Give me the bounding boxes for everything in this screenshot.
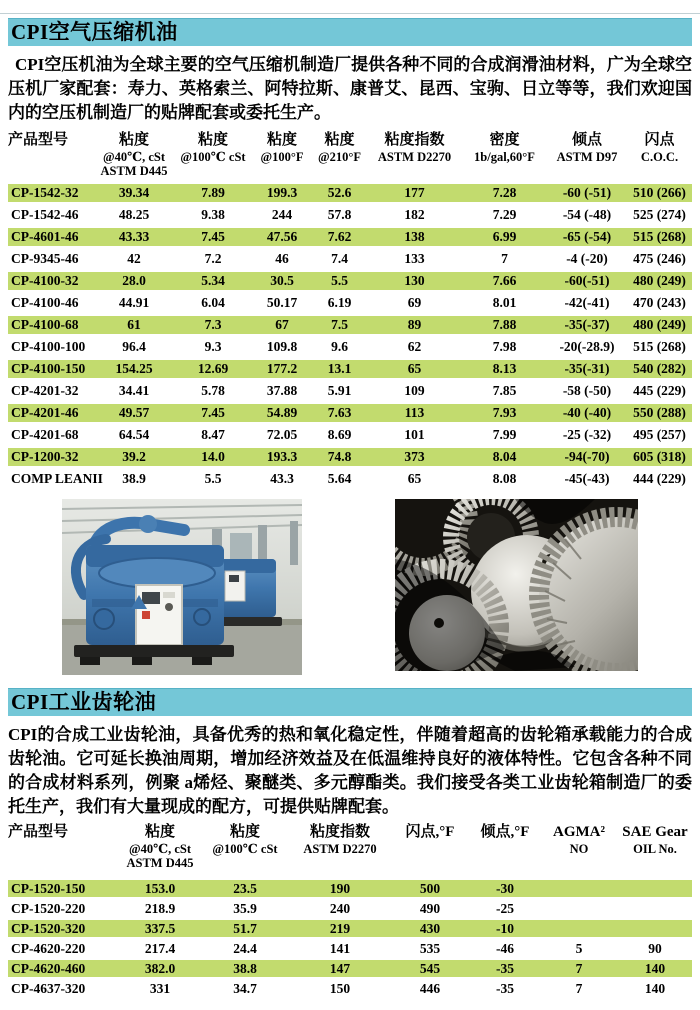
table-cell: 177.2 xyxy=(252,360,312,378)
table-cell: 101 xyxy=(404,427,425,442)
table-cell: 6.04 xyxy=(201,295,225,310)
table-cell: 43.3 xyxy=(270,471,294,486)
table-cell: CP-1520-320 xyxy=(8,920,120,937)
table-cell: 7.5 xyxy=(312,316,367,334)
col-header-density: 密度 1b/gal,60°F xyxy=(474,132,535,164)
table-cell xyxy=(618,900,692,917)
table-cell: -42(-41) xyxy=(564,295,610,310)
table-cell: 190 xyxy=(290,880,390,897)
table-cell: 7.62 xyxy=(312,228,367,246)
col-header-flash-point: 闪点 C.O.C. xyxy=(640,132,679,164)
table-cell: 540 (282) xyxy=(627,360,692,378)
table-cell: 9.38 xyxy=(201,207,225,222)
table-cell: 470 (243) xyxy=(633,295,686,310)
table-cell: 109 xyxy=(404,383,425,398)
table-cell: 199.3 xyxy=(252,184,312,202)
col-header-viscosity-index: 粘度指数 ASTM D2270 xyxy=(377,132,452,164)
table-cell: 37.88 xyxy=(266,383,298,398)
table-cell: 74.8 xyxy=(312,448,367,466)
table-cell: 13.1 xyxy=(312,360,367,378)
table-cell: 193.3 xyxy=(252,448,312,466)
table-cell: 47.56 xyxy=(252,228,312,246)
table-cell: 30.5 xyxy=(252,272,312,290)
table-cell: 373 xyxy=(367,448,462,466)
table-row xyxy=(8,316,692,334)
table-cell: 7 xyxy=(501,251,508,266)
table-cell: 7.63 xyxy=(312,404,367,422)
section2-title: CPI工业齿轮油 xyxy=(11,690,157,714)
table-cell: -10 xyxy=(470,920,540,937)
table-cell: 109.8 xyxy=(266,339,298,354)
table-cell: COMP LEANII xyxy=(11,471,103,486)
table-cell: 7.93 xyxy=(462,404,547,422)
table-cell: 141 xyxy=(329,941,351,956)
col-header-sae-gear-oil-no: SAE Gear OIL No. xyxy=(622,824,688,856)
table-cell: 50.17 xyxy=(266,295,298,310)
table-cell: 62 xyxy=(407,339,422,354)
table-cell: 490 xyxy=(419,901,441,916)
table-cell: 7.85 xyxy=(492,383,517,398)
table-cell: CP-4620-220 xyxy=(11,941,86,956)
table-cell: 140 xyxy=(618,960,692,977)
table-cell xyxy=(618,880,692,897)
table-cell: 54.89 xyxy=(252,404,312,422)
table-cell: -54 (-48) xyxy=(562,207,612,222)
table-cell: 9.6 xyxy=(331,339,348,354)
table-cell: 150 xyxy=(329,981,351,996)
table-cell: 5.64 xyxy=(327,471,352,486)
table-cell: 545 xyxy=(390,960,470,977)
table-cell: 5.34 xyxy=(174,272,252,290)
table-cell: 7.2 xyxy=(204,251,222,266)
section2-header-bar xyxy=(8,688,692,716)
table-cell: 7.89 xyxy=(174,184,252,202)
photo-strip xyxy=(0,499,700,675)
table-cell: 65 xyxy=(407,471,422,486)
table-cell: 7 xyxy=(540,960,618,977)
table-cell: 480 (249) xyxy=(627,272,692,290)
table-cell: -45(-43) xyxy=(564,471,610,486)
table-cell: 35.9 xyxy=(233,901,257,916)
table-cell: -30 xyxy=(470,880,540,897)
table-row xyxy=(8,940,692,957)
table-cell: 7 xyxy=(575,981,583,996)
table-cell: 57.8 xyxy=(327,207,352,222)
col-header-agma-no: AGMA² NO xyxy=(553,824,605,856)
table-cell: 444 (229) xyxy=(633,471,686,486)
compressor-oil-table xyxy=(0,131,700,488)
table-cell: 34.41 xyxy=(118,383,150,398)
section2-intro-paragraph: CPI的合成工业齿轮油，具备优秀的热和氧化稳定性，伴随着超高的齿轮箱承载能力的合成齿轮油。它可延长换油周期，增加经济效益及在低温维持良好的液体特性。它包含各种不同的合成材料系列，例聚 a烯烃、聚醚类、多元醇酯类。我们接受各类工业齿轮箱制造厂的委托生产，我们有大量现成的配方，可提供贴牌配套。 xyxy=(8,725,692,816)
table-cell: 8.08 xyxy=(492,471,517,486)
col-header-product-model: 产品型号 xyxy=(8,824,69,840)
table-cell: 550 (288) xyxy=(627,404,692,422)
table-cell: 51.7 xyxy=(200,920,290,937)
table-cell: 67 xyxy=(252,316,312,334)
table-cell: 61 xyxy=(94,316,174,334)
table-cell: 44.91 xyxy=(118,295,150,310)
table-cell: CP-4100-150 xyxy=(8,360,94,378)
table-cell: 219 xyxy=(290,920,390,937)
col-header-product-model: 产品型号 xyxy=(8,132,69,148)
compressor-photo xyxy=(62,499,302,675)
table-cell: -46 xyxy=(496,941,514,956)
table-row xyxy=(8,448,692,466)
table-cell: 7.29 xyxy=(492,207,517,222)
table-cell: 446 xyxy=(419,981,441,996)
table-cell: 8.69 xyxy=(327,427,352,442)
table-cell: 6.99 xyxy=(462,228,547,246)
col-header-viscosity-100c: 粘度 @100℃ cSt xyxy=(212,824,278,856)
table-cell: 28.0 xyxy=(94,272,174,290)
table-cell: -65 (-54) xyxy=(547,228,627,246)
table-row xyxy=(8,426,692,444)
table-cell: CP-4201-32 xyxy=(11,383,79,398)
table-row xyxy=(8,206,692,224)
table-cell: 43.33 xyxy=(94,228,174,246)
col-header-flash-point-f: 闪点,°F xyxy=(405,824,455,840)
table-cell: 38.8 xyxy=(200,960,290,977)
table-cell: 5.5 xyxy=(312,272,367,290)
table-cell: 7.88 xyxy=(462,316,547,334)
table-cell: 445 (229) xyxy=(633,383,686,398)
table-cell: -60 (-51) xyxy=(547,184,627,202)
table-cell: 244 xyxy=(271,207,293,222)
col-header-viscosity-40c: 粘度 @40℃, cSt ASTM D445 xyxy=(126,824,194,870)
table-row xyxy=(8,184,692,202)
table-cell: 510 (266) xyxy=(627,184,692,202)
table-cell: 475 (246) xyxy=(633,251,686,266)
table-cell: 5.91 xyxy=(327,383,352,398)
table-cell: 337.5 xyxy=(120,920,200,937)
col-header-viscosity-40c: 粘度 @40℃, cSt ASTM D445 xyxy=(100,132,168,178)
table-cell: 480 (249) xyxy=(627,316,692,334)
table-cell: -94(-70) xyxy=(547,448,627,466)
table-row xyxy=(8,360,692,378)
table-cell: -20(-28.9) xyxy=(559,339,615,354)
section1-header-bar xyxy=(8,18,692,46)
table-cell: CP-1542-46 xyxy=(11,207,79,222)
gears-photo xyxy=(395,499,638,671)
table-row xyxy=(8,272,692,290)
table-cell xyxy=(540,920,618,937)
table-cell: 240 xyxy=(329,901,351,916)
table-cell: 72.05 xyxy=(266,427,298,442)
table-row xyxy=(8,470,692,488)
table-cell: 7.28 xyxy=(462,184,547,202)
col-header-viscosity-100f: 粘度 @100°F xyxy=(260,132,304,164)
table-cell: 8.01 xyxy=(492,295,517,310)
table-cell: 7.66 xyxy=(462,272,547,290)
table-cell: CP-4201-68 xyxy=(11,427,79,442)
table-cell: 7.3 xyxy=(174,316,252,334)
table-row xyxy=(8,382,692,400)
table-cell: -35 xyxy=(470,960,540,977)
col-header-pour-point-f: 倾点,°F xyxy=(480,824,530,840)
table-cell: 382.0 xyxy=(120,960,200,977)
table-cell: 42 xyxy=(127,251,141,266)
table-cell: 65 xyxy=(367,360,462,378)
table-cell: -35(-37) xyxy=(547,316,627,334)
table-cell: 133 xyxy=(404,251,425,266)
table-cell: -4 (-20) xyxy=(566,251,608,266)
col-header-pour-point: 倾点 ASTM D97 xyxy=(556,132,618,164)
table2-header-row xyxy=(8,823,692,870)
table-cell: CP-4601-46 xyxy=(8,228,94,246)
table-row xyxy=(8,294,692,312)
table-cell: -58 (-50) xyxy=(562,383,612,398)
col-header-viscosity-100c: 粘度 @100℃ cSt xyxy=(180,132,246,164)
table-row xyxy=(8,960,692,977)
table-row xyxy=(8,980,692,997)
table-cell: 138 xyxy=(367,228,462,246)
col-header-viscosity-210f: 粘度 @210°F xyxy=(317,132,361,164)
table-cell: 9.3 xyxy=(204,339,222,354)
table-cell: 605 (318) xyxy=(627,448,692,466)
table-row xyxy=(8,338,692,356)
table-cell: 14.0 xyxy=(174,448,252,466)
table-cell: CP-1200-32 xyxy=(8,448,94,466)
table-cell: CP-1520-150 xyxy=(8,880,120,897)
table-row xyxy=(8,404,692,422)
table-row xyxy=(8,250,692,268)
table-cell: 113 xyxy=(367,404,462,422)
table-cell: 5.5 xyxy=(204,471,222,486)
table-cell: CP-4100-100 xyxy=(11,339,86,354)
table-cell: -60(-51) xyxy=(547,272,627,290)
table-cell: CP-4100-46 xyxy=(11,295,79,310)
table-cell: 7.99 xyxy=(492,427,517,442)
table-cell: 8.47 xyxy=(201,427,225,442)
table-cell: 7.4 xyxy=(331,251,348,266)
table1-header-row xyxy=(8,131,692,178)
table-cell: 48.25 xyxy=(118,207,150,222)
table-cell: 177 xyxy=(367,184,462,202)
table-cell: 5 xyxy=(575,941,583,956)
table-cell: 140 xyxy=(644,981,666,996)
table-cell: CP-4100-32 xyxy=(8,272,94,290)
table-cell: CP-9345-46 xyxy=(11,251,79,266)
col-header-viscosity-index: 粘度指数 ASTM D2270 xyxy=(303,824,377,856)
gear-oil-table xyxy=(0,823,700,997)
table-cell: 515 (268) xyxy=(627,228,692,246)
table-cell: 6.19 xyxy=(327,295,352,310)
table-cell: 495 (257) xyxy=(633,427,686,442)
table-cell: 39.34 xyxy=(94,184,174,202)
table-cell: 39.2 xyxy=(94,448,174,466)
table-cell: 535 xyxy=(419,941,441,956)
table-cell: -25 xyxy=(496,901,514,916)
table-cell: CP-1542-32 xyxy=(8,184,94,202)
table-cell: CP-4201-46 xyxy=(8,404,94,422)
section1-intro-paragraph: CPI空压机油为全球主要的空气压缩机制造厂提供各种不同的合成润滑油材料，广为全球空压机厂家配套：寿力、英格索兰、阿特拉斯、康普艾、昆西、宝驹、日立等等，我们欢迎国内的空压机制造厂的贴牌配套或委托生产。 xyxy=(8,55,692,122)
table-cell: 7.45 xyxy=(174,404,252,422)
top-divider-rule xyxy=(0,13,700,14)
table-row xyxy=(8,228,692,246)
table-cell: 89 xyxy=(367,316,462,334)
table-cell xyxy=(618,920,692,937)
table-cell: 218.9 xyxy=(144,901,176,916)
table-cell: CP-4100-68 xyxy=(8,316,94,334)
table-cell: 7.98 xyxy=(492,339,517,354)
table-row xyxy=(8,920,692,937)
table-cell: 46 xyxy=(275,251,289,266)
table-cell: 331 xyxy=(149,981,171,996)
section1-title: CPI空气压缩机油 xyxy=(11,20,178,44)
table-cell: 96.4 xyxy=(122,339,146,354)
table-cell: 153.0 xyxy=(120,880,200,897)
table-cell: CP-4620-460 xyxy=(8,960,120,977)
table-cell: 8.13 xyxy=(462,360,547,378)
table-cell: 154.25 xyxy=(94,360,174,378)
table-cell: 12.69 xyxy=(174,360,252,378)
table-cell: 147 xyxy=(290,960,390,977)
table-cell: 90 xyxy=(648,941,662,956)
table-cell: 34.7 xyxy=(233,981,257,996)
table-cell: 217.4 xyxy=(144,941,176,956)
table-cell: 8.04 xyxy=(462,448,547,466)
table-cell: 52.6 xyxy=(312,184,367,202)
table-cell: -25 (-32) xyxy=(562,427,612,442)
table-cell xyxy=(540,880,618,897)
table-cell: -40 (-40) xyxy=(547,404,627,422)
table-cell xyxy=(540,900,618,917)
table-cell: 38.9 xyxy=(122,471,146,486)
table-cell: 24.4 xyxy=(233,941,257,956)
table-cell: 515 (268) xyxy=(633,339,686,354)
table-cell: 500 xyxy=(390,880,470,897)
table-cell: CP-1520-220 xyxy=(11,901,86,916)
table-cell: 5.78 xyxy=(201,383,225,398)
table-cell: CP-4637-320 xyxy=(11,981,86,996)
table-cell: 69 xyxy=(407,295,422,310)
table-cell: 64.54 xyxy=(118,427,150,442)
table-cell: 130 xyxy=(367,272,462,290)
table-cell: 23.5 xyxy=(200,880,290,897)
table-row xyxy=(8,880,692,897)
table-cell: 182 xyxy=(404,207,425,222)
table-cell: -35 xyxy=(496,981,514,996)
table-cell: 430 xyxy=(390,920,470,937)
table-cell: 49.57 xyxy=(94,404,174,422)
table-row xyxy=(8,900,692,917)
table-cell: -35(-31) xyxy=(547,360,627,378)
table-cell: 525 (274) xyxy=(633,207,686,222)
table-cell: 7.45 xyxy=(174,228,252,246)
